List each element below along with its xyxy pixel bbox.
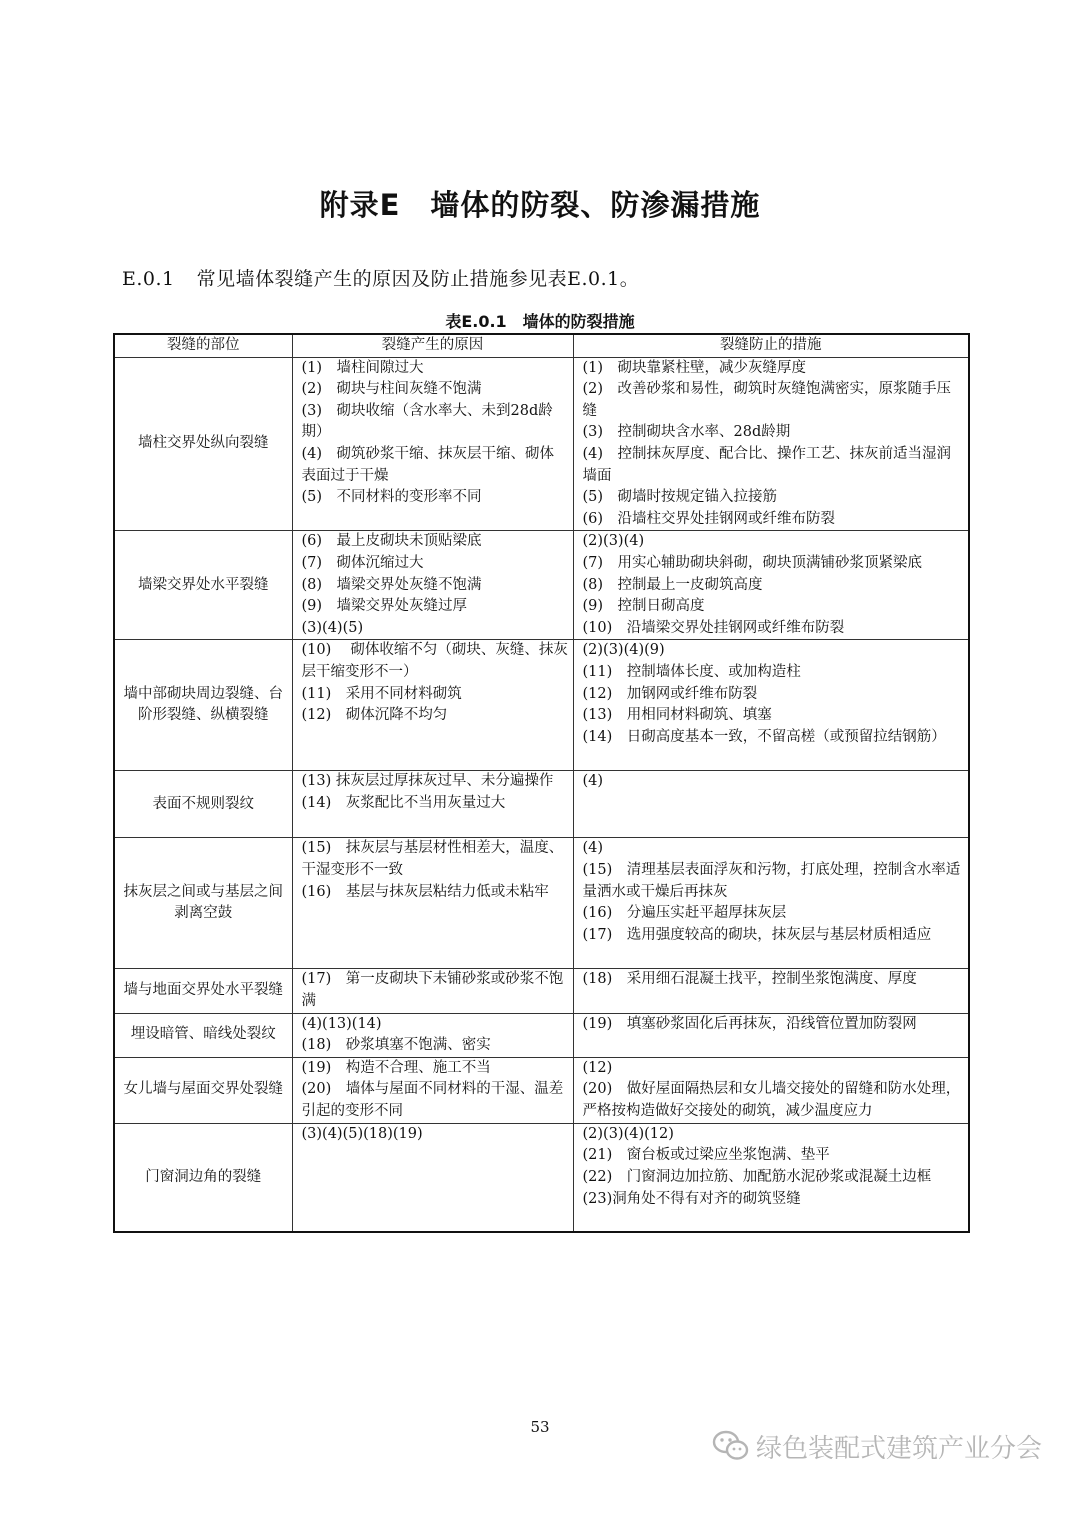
cause-item: (4) 砌筑砂浆干缩、抹灰层干缩、砌体表面过于干燥 <box>301 445 555 484</box>
table-title: 表E.0.1 墙体的防裂措施 <box>445 312 635 331</box>
watermark-text: 绿色装配式建筑产业分会 <box>756 1433 1043 1464</box>
table-row <box>114 1013 969 1057</box>
header-measures: 裂缝防止的措施 <box>573 334 969 357</box>
measure-item: (14) 日砌高度基本一致，不留高槎（或预留拉结钢筋） <box>582 728 946 745</box>
crack-location-cell: 埋设暗管、暗线处裂纹 <box>114 1013 292 1057</box>
cause-item: (16) 基层与抹灰层粘结力低或未粘牢 <box>301 883 549 900</box>
measure-item: (3) 控制砌块含水率、28d龄期 <box>582 424 791 441</box>
measure-item: (1) 砌块靠紧柱壁，减少灰缝厚度 <box>582 359 807 376</box>
cause-item: (14) 灰浆配比不当用灰量过大 <box>301 794 506 811</box>
table-row <box>114 969 969 1013</box>
measure-item: (9) 控制日砌高度 <box>582 598 705 615</box>
clause-text: 常见墙体裂缝产生的原因及防止措施参见表E.0.1。 <box>196 268 640 290</box>
cause-item: (6) 最上皮砌块未顶贴梁底 <box>301 533 482 550</box>
cause-item: (7) 砌体沉缩过大 <box>301 554 424 571</box>
crack-location-cell: 墙柱交界处纵向裂缝 <box>114 357 292 531</box>
measure-item: (5) 砌墙时按规定锚入拉接筋 <box>582 489 778 506</box>
table-row <box>114 640 969 771</box>
header-location: 裂缝的部位 <box>114 334 292 357</box>
crack-causes-cell <box>292 771 573 838</box>
table-row <box>114 531 969 640</box>
cause-item: (15) 抹灰层与基层材性相差大，温度、干湿变形不一致 <box>301 840 564 878</box>
measure-item: (2)(3)(4)(12) <box>582 1125 674 1142</box>
crack-measures-cell <box>573 640 969 771</box>
crack-location-cell: 表面不规则裂纹 <box>114 771 292 838</box>
crack-causes-cell <box>292 1123 573 1232</box>
cause-item: (18) 砂浆填塞不饱满、密实 <box>301 1037 491 1054</box>
cause-item: (19) 构造不合理、施工不当 <box>301 1059 491 1076</box>
measure-item: (20) 做好屋面隔热层和女儿墙交接处的留缝和防水处理，严格按构造做好交接处的砌筑，减少温度应力 <box>582 1081 961 1119</box>
crack-measures-cell <box>573 357 969 531</box>
measure-item: (15) 清理基层表面浮灰和污物，打底处理，控制含水率适量洒水或干燥后再抹灰 <box>582 861 961 900</box>
clause-number: E.0.1 <box>122 268 175 290</box>
crack-measures-cell <box>573 531 969 640</box>
measure-item: (11) 控制墙体长度、或加构造柱 <box>582 663 801 680</box>
measure-item: (17) 选用强度较高的砌块，抹灰层与基层材质相适应 <box>582 926 932 943</box>
clause-paragraph <box>122 264 639 291</box>
crack-measures-cell <box>573 771 969 838</box>
table-row <box>114 1123 969 1232</box>
watermark <box>712 1425 1042 1467</box>
measure-item: (12) 加钢网或纤维布防裂 <box>582 685 758 702</box>
measure-item: (13) 用相同材料砌筑、填塞 <box>582 707 772 724</box>
cause-item: (12) 砌体沉降不均匀 <box>301 707 448 724</box>
crack-causes-cell <box>292 640 573 771</box>
crack-causes-cell <box>292 1057 573 1123</box>
measure-item: (22) 门窗洞边加拉筋、加配筋水泥砂浆或混凝土边框 <box>582 1168 932 1185</box>
crack-measures-cell <box>573 969 969 1013</box>
table-row <box>114 357 969 531</box>
cause-item: (3) 砌块收缩（含水率大、未到28d龄期） <box>301 402 553 441</box>
measure-item: (4) 控制抹灰厚度、配合比、操作工艺、抹灰前适当湿润墙面 <box>582 445 952 484</box>
crack-location-cell: 抹灰层之间或与基层之间剥离空鼓 <box>114 838 292 969</box>
crack-causes-cell <box>292 838 573 969</box>
crack-measures-cell <box>573 1013 969 1057</box>
crack-causes-cell <box>292 969 573 1013</box>
cause-item: (10) 砌体收缩不匀（砌块、灰缝、抹灰层干缩变形不一） <box>301 642 568 680</box>
table-row <box>114 771 969 838</box>
measure-item: (18) 采用细石混凝土找平，控制坐浆饱满度、厚度 <box>582 971 917 988</box>
cause-item: (17) 第一皮砌块下未铺砂浆或砂浆不饱满 <box>301 971 564 1009</box>
appendix-title: 附录E 墙体的防裂、防渗漏措施 <box>319 188 761 222</box>
measure-item: (4) <box>582 840 604 857</box>
header-causes: 裂缝产生的原因 <box>292 334 573 357</box>
crack-causes-cell <box>292 531 573 640</box>
measure-item: (8) 控制最上一皮砌筑高度 <box>582 576 763 593</box>
crack-measures-cell <box>573 1057 969 1123</box>
cause-item: (9) 墙梁交界处灰缝过厚 <box>301 598 468 615</box>
measure-item: (2)(3)(4)(9) <box>582 642 665 659</box>
crack-prevention-table <box>113 333 970 1233</box>
crack-measures-cell <box>573 838 969 969</box>
wechat-icon <box>712 1430 750 1462</box>
cause-item: (11) 采用不同材料砌筑 <box>301 685 462 702</box>
measure-item: (19) 填塞砂浆固化后再抹灰，沿线管位置加防裂网 <box>582 1015 917 1032</box>
measure-item: (4) <box>582 773 604 790</box>
cause-item: (3)(4)(5) <box>301 619 364 636</box>
cause-item: (20) 墙体与屋面不同材料的干湿、温差引起的变形不同 <box>301 1081 564 1119</box>
measure-item: (2) 改善砂浆和易性，砌筑时灰缝饱满密实，原浆随手压缝 <box>582 381 952 419</box>
table-row <box>114 1057 969 1123</box>
page-number: 53 <box>530 1418 550 1436</box>
cause-item: (8) 墙梁交界处灰缝不饱满 <box>301 576 482 593</box>
cause-item: (1) 墙柱间隙过大 <box>301 359 424 376</box>
crack-location-cell: 墙梁交界处水平裂缝 <box>114 531 292 640</box>
cause-item: (3)(4)(5)(18)(19) <box>301 1125 423 1142</box>
measure-item: (7) 用实心辅助砌块斜砌，砌块顶满铺砂浆顶紧梁底 <box>582 554 923 571</box>
crack-location-cell: 女儿墙与屋面交界处裂缝 <box>114 1057 292 1123</box>
crack-location-cell: 门窗洞边角的裂缝 <box>114 1123 292 1232</box>
measure-item: (10) 沿墙梁交界处挂钢网或纤维布防裂 <box>582 619 845 636</box>
measure-item: (12) <box>582 1059 613 1076</box>
measure-item: (23)洞角处不得有对齐的砌筑竖缝 <box>582 1190 801 1207</box>
cause-item: (2) 砌块与柱间灰缝不饱满 <box>301 381 482 398</box>
table-row <box>114 838 969 969</box>
measure-item: (6) 沿墙柱交界处挂钢网或纤维布防裂 <box>582 510 836 527</box>
measure-item: (2)(3)(4) <box>582 533 645 550</box>
cause-item: (4)(13)(14) <box>301 1015 382 1032</box>
cause-item: (13) 抹灰层过厚抹灰过早、未分遍操作 <box>301 773 554 790</box>
table-header-row <box>114 334 969 357</box>
cause-item: (5) 不同材料的变形率不同 <box>301 489 482 506</box>
crack-measures-cell <box>573 1123 969 1232</box>
crack-causes-cell <box>292 1013 573 1057</box>
measure-item: (16) 分遍压实赶平超厚抹灰层 <box>582 905 787 922</box>
crack-causes-cell <box>292 357 573 531</box>
measure-item: (21) 窗台板或过梁应坐浆饱满、垫平 <box>582 1147 830 1164</box>
crack-location-cell: 墙中部砌块周边裂缝、台阶形裂缝、纵横裂缝 <box>114 640 292 771</box>
crack-location-cell: 墙与地面交界处水平裂缝 <box>114 969 292 1013</box>
